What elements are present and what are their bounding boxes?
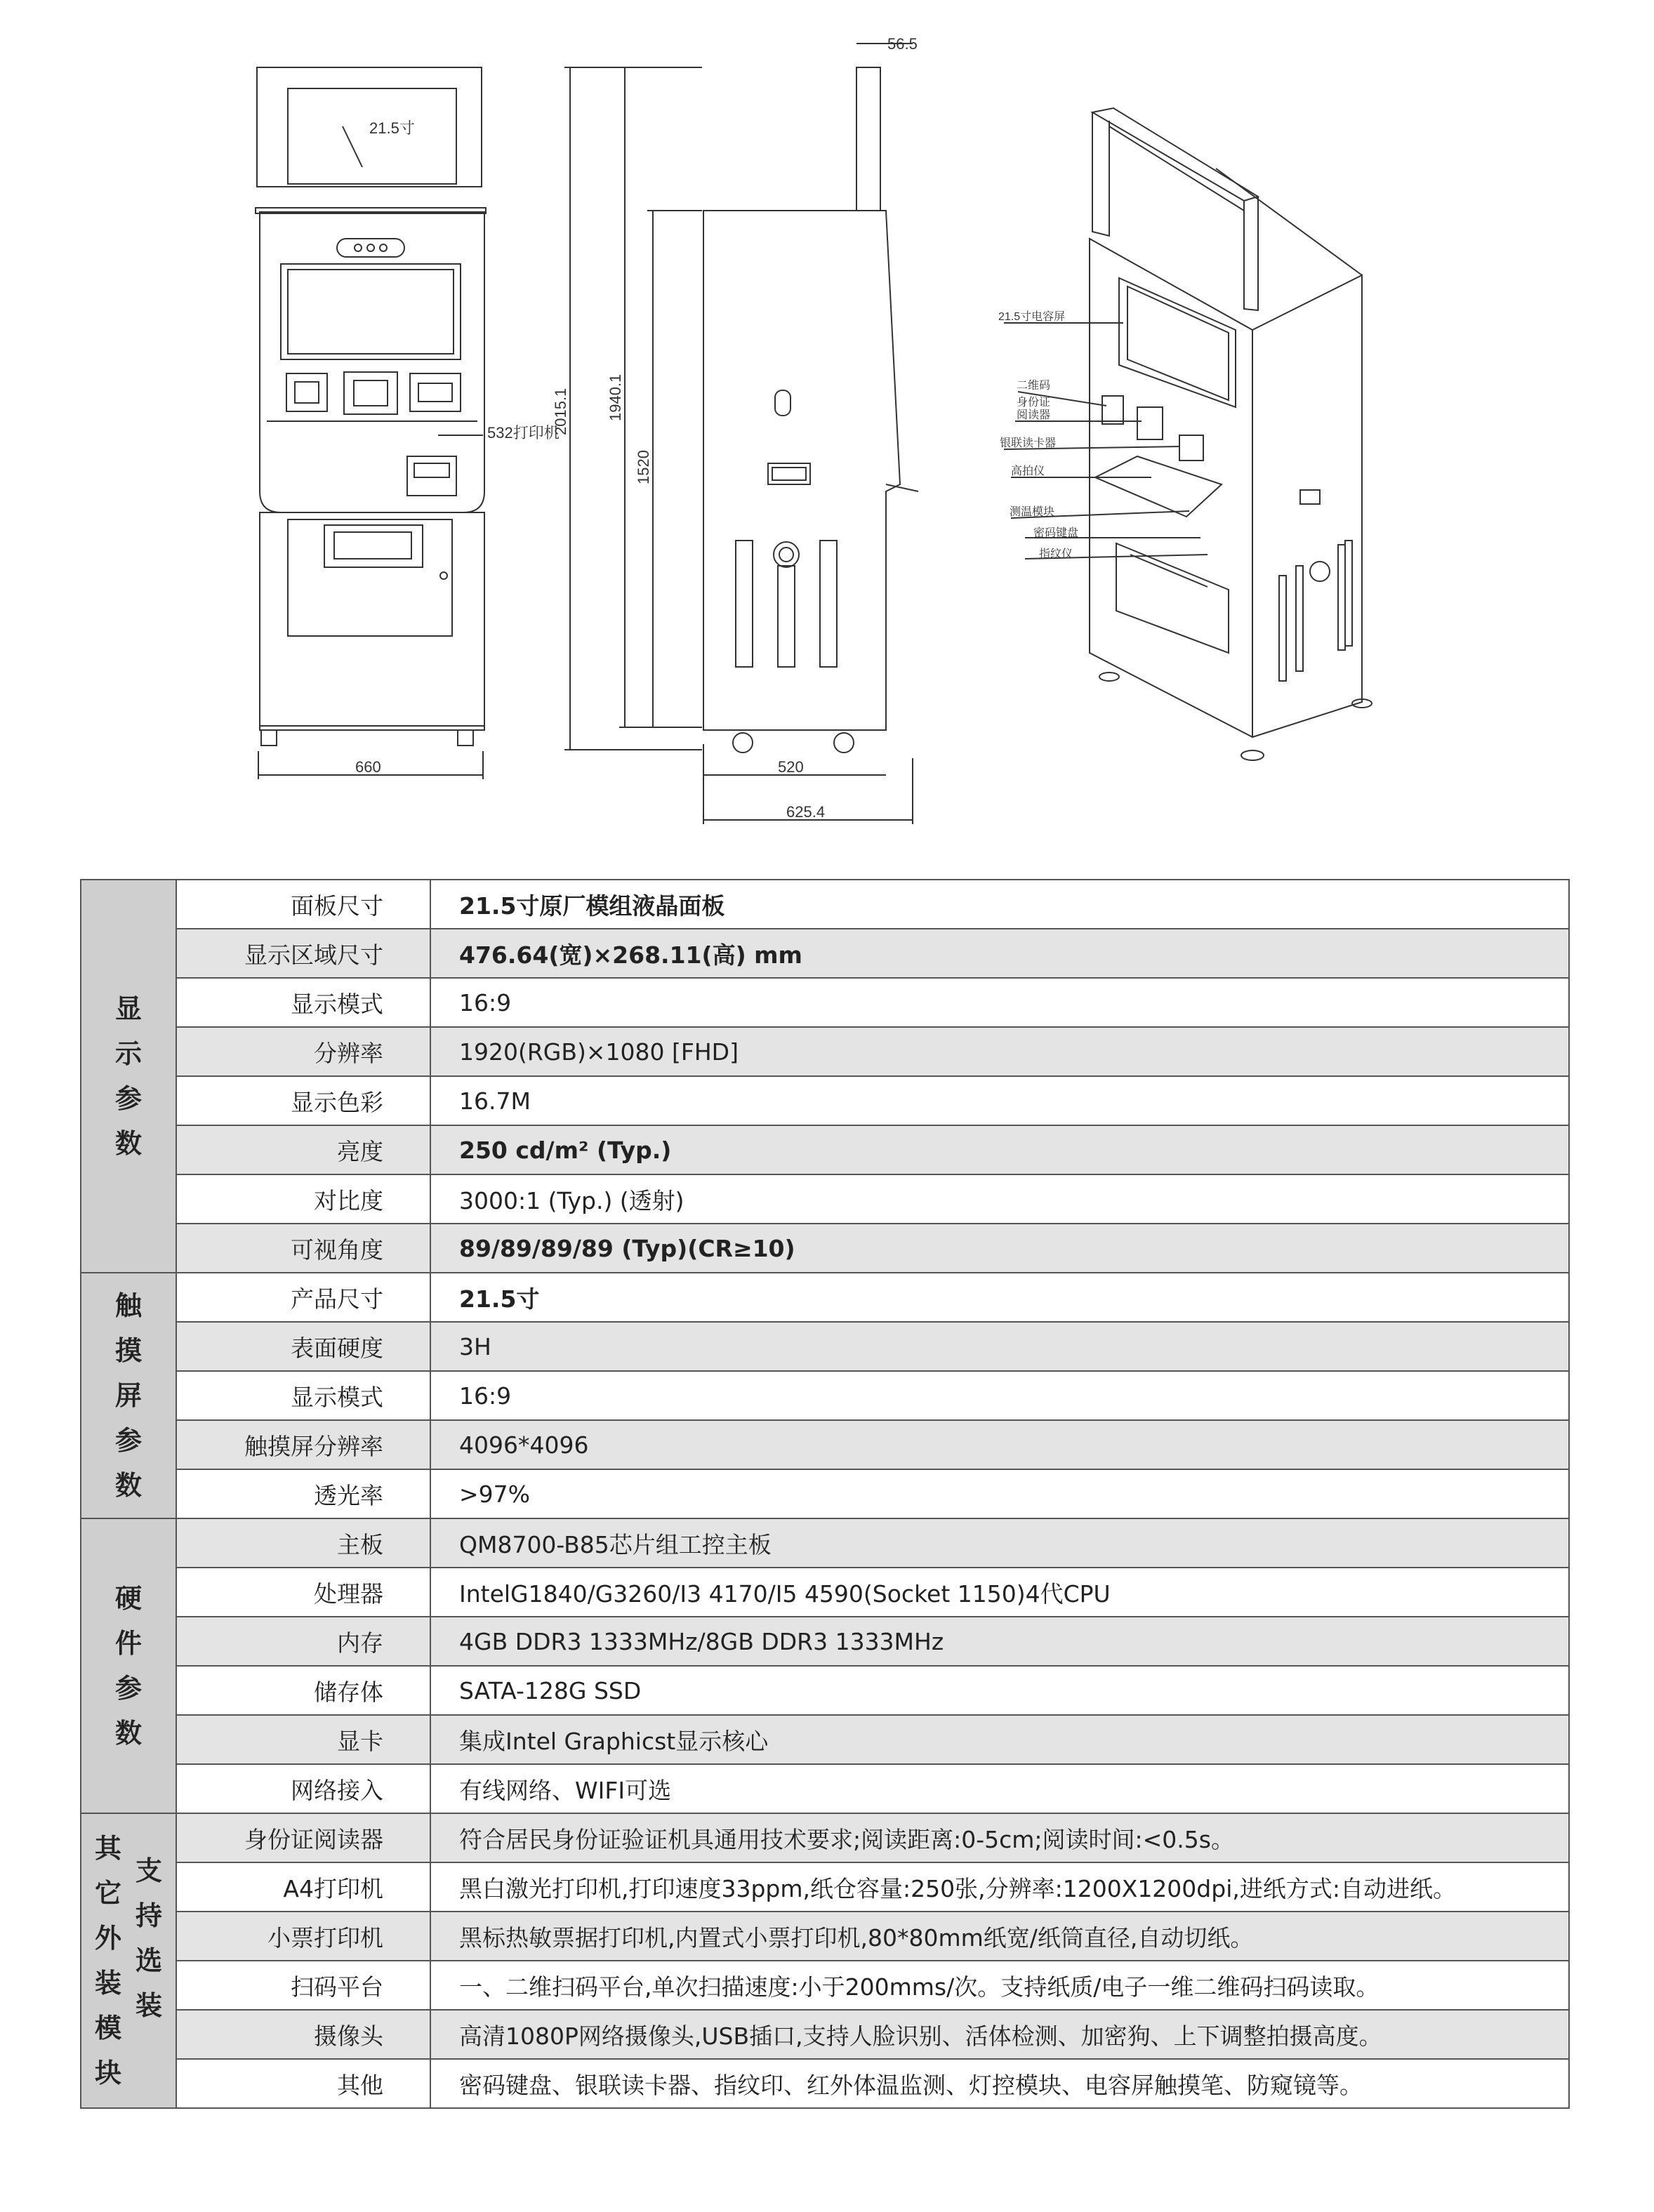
spec-label: 触摸屏分辨率 xyxy=(176,1420,430,1469)
spec-row xyxy=(81,929,1569,978)
spec-row xyxy=(81,1862,1569,1912)
spec-row xyxy=(81,1518,1569,1568)
technical-drawing xyxy=(0,0,1654,842)
spec-value: >97% xyxy=(430,1469,1569,1518)
category-label: 显示参数 xyxy=(114,993,142,1159)
spec-row xyxy=(81,1666,1569,1715)
spec-row xyxy=(81,1027,1569,1076)
spec-value: 黑标热敏票据打印机,内置式小票打印机,80*80mm纸宽/纸筒直径,自动切纸。 xyxy=(430,1912,1569,1961)
spec-row xyxy=(81,978,1569,1027)
spec-row xyxy=(81,1420,1569,1469)
spec-row xyxy=(81,2059,1569,2108)
spec-value: 符合居民身份证验证机具通用技术要求;阅读距离:0-5cm;阅读时间:<0.5s。 xyxy=(430,1813,1569,1862)
callout-document-camera: 高拍仪 xyxy=(1011,465,1045,477)
dim-printer: 532打印机 xyxy=(487,424,560,442)
isometric-view xyxy=(1004,108,1372,760)
spec-value: 16.7M xyxy=(430,1076,1569,1125)
category-label: 硬件参数 xyxy=(114,1583,142,1749)
category-cell xyxy=(81,880,176,1273)
spec-label: 可视角度 xyxy=(176,1224,430,1273)
spec-label: 摄像头 xyxy=(176,2010,430,2059)
category-label: 其它外装模块 xyxy=(94,1833,121,2088)
spec-row xyxy=(81,1715,1569,1764)
callout-pin-pad: 密码键盘 xyxy=(1033,527,1079,539)
spec-label: 透光率 xyxy=(176,1469,430,1518)
spec-value: 集成Intel Graphicst显示核心 xyxy=(430,1715,1569,1764)
spec-label: 身份证阅读器 xyxy=(176,1813,430,1862)
spec-value: 476.64(宽)×268.11(高) mm xyxy=(430,929,1569,978)
spec-value: 21.5寸 xyxy=(430,1273,1569,1322)
spec-label: 对比度 xyxy=(176,1174,430,1224)
spec-row xyxy=(81,2010,1569,2059)
dim-screen-thickness: 56.5 xyxy=(887,35,918,53)
spec-row xyxy=(81,1617,1569,1666)
spec-label: 亮度 xyxy=(176,1125,430,1174)
spec-label: 扫码平台 xyxy=(176,1961,430,2010)
callout-labels xyxy=(998,310,1078,560)
callout-fingerprint: 指纹仪 xyxy=(1039,548,1073,560)
category-cell xyxy=(81,1518,176,1813)
category-label: 支持选装 xyxy=(135,1855,162,2021)
spec-label: 面板尺寸 xyxy=(176,880,430,929)
spec-value: 有线网络、WIFI可选 xyxy=(430,1764,1569,1813)
spec-row xyxy=(81,1224,1569,1273)
spec-value: 4GB DDR3 1333MHz/8GB DDR3 1333MHz xyxy=(430,1617,1569,1666)
spec-label: 分辨率 xyxy=(176,1027,430,1076)
spec-value: 密码键盘、银联读卡器、指纹印、红外体温监测、灯控模块、电容屏触摸笔、防窥镜等。 xyxy=(430,2059,1569,2108)
spec-table xyxy=(80,879,1570,2109)
spec-label: 产品尺寸 xyxy=(176,1273,430,1322)
spec-label: 内存 xyxy=(176,1617,430,1666)
spec-value: 3000:1 (Typ.) (透射) xyxy=(430,1174,1569,1224)
spec-label: 显示色彩 xyxy=(176,1076,430,1125)
spec-label: 主板 xyxy=(176,1518,430,1568)
spec-value: SATA-128G SSD xyxy=(430,1666,1569,1715)
callout-id-card: 身份证 xyxy=(1017,397,1051,409)
spec-value: 高清1080P网络摄像头,USB插口,支持人脸识别、活体检测、加密狗、上下调整拍摄高度。 xyxy=(430,2010,1569,2059)
spec-label: 显卡 xyxy=(176,1715,430,1764)
spec-label: 处理器 xyxy=(176,1568,430,1617)
spec-value: 250 cd/m² (Typ.) xyxy=(430,1125,1569,1174)
spec-value: 21.5寸原厂模组液晶面板 xyxy=(430,880,1569,929)
dim-screen-size: 21.5寸 xyxy=(369,119,415,137)
callout-qr-code: 二维码 xyxy=(1017,380,1051,392)
spec-row xyxy=(81,1764,1569,1813)
spec-value: 89/89/89/89 (Typ)(CR≥10) xyxy=(430,1224,1569,1273)
spec-label: 显示区域尺寸 xyxy=(176,929,430,978)
spec-row xyxy=(81,1469,1569,1518)
spec-label: 显示模式 xyxy=(176,1371,430,1420)
spec-value: IntelG1840/G3260/I3 4170/I5 4590(Socket 1150)4代CPU xyxy=(430,1568,1569,1617)
spec-row xyxy=(81,1125,1569,1174)
spec-row xyxy=(81,1568,1569,1617)
spec-label: 小票打印机 xyxy=(176,1912,430,1961)
spec-value: 4096*4096 xyxy=(430,1420,1569,1469)
spec-row xyxy=(81,1813,1569,1862)
dim-depth: 520 xyxy=(778,758,804,776)
side-view xyxy=(564,44,918,824)
spec-row xyxy=(81,1322,1569,1371)
spec-row xyxy=(81,1371,1569,1420)
spec-row xyxy=(81,1076,1569,1125)
spec-value: 一、二维扫码平台,单次扫描速度:小于200mms/次。支持纸质/电子一维二维码扫码读取。 xyxy=(430,1961,1569,2010)
spec-value: 16:9 xyxy=(430,1371,1569,1420)
spec-row xyxy=(81,1912,1569,1961)
spec-value: 16:9 xyxy=(430,978,1569,1027)
dim-height-total: 2015.1 xyxy=(552,388,569,435)
dim-height-lower: 1520 xyxy=(635,450,652,484)
callout-temperature-module: 测温模块 xyxy=(1010,506,1055,518)
spec-value: 3H xyxy=(430,1322,1569,1371)
spec-row xyxy=(81,1961,1569,2010)
spec-label: 网络接入 xyxy=(176,1764,430,1813)
spec-label: 其他 xyxy=(176,2059,430,2108)
callout-id-reader: 阅读器 xyxy=(1017,409,1051,421)
dim-width-front: 660 xyxy=(355,758,381,776)
spec-value: 黑白激光打印机,打印速度33ppm,纸仓容量:250张,分辨率:1200X1200dpi,进纸方式:自动进纸。 xyxy=(430,1862,1569,1912)
callout-unionpay-reader: 银联读卡器 xyxy=(1000,437,1057,449)
dim-depth-total: 625.4 xyxy=(786,803,826,821)
dim-height-upper: 1940.1 xyxy=(607,373,624,421)
spec-row xyxy=(81,1174,1569,1224)
front-view xyxy=(256,67,486,779)
spec-label: 表面硬度 xyxy=(176,1322,430,1371)
spec-row xyxy=(81,1273,1569,1322)
spec-label: 显示模式 xyxy=(176,978,430,1027)
category-cell xyxy=(81,1813,176,2108)
category-label: 触摸屏参数 xyxy=(114,1290,142,1501)
spec-label: A4打印机 xyxy=(176,1862,430,1912)
spec-label: 储存体 xyxy=(176,1666,430,1715)
spec-value: QM8700-B85芯片组工控主板 xyxy=(430,1518,1569,1568)
callout-capacitive-screen: 21.5寸电容屏 xyxy=(998,311,1066,323)
category-cell xyxy=(81,1273,176,1518)
spec-row xyxy=(81,880,1569,929)
spec-value: 1920(RGB)×1080 [FHD] xyxy=(430,1027,1569,1076)
